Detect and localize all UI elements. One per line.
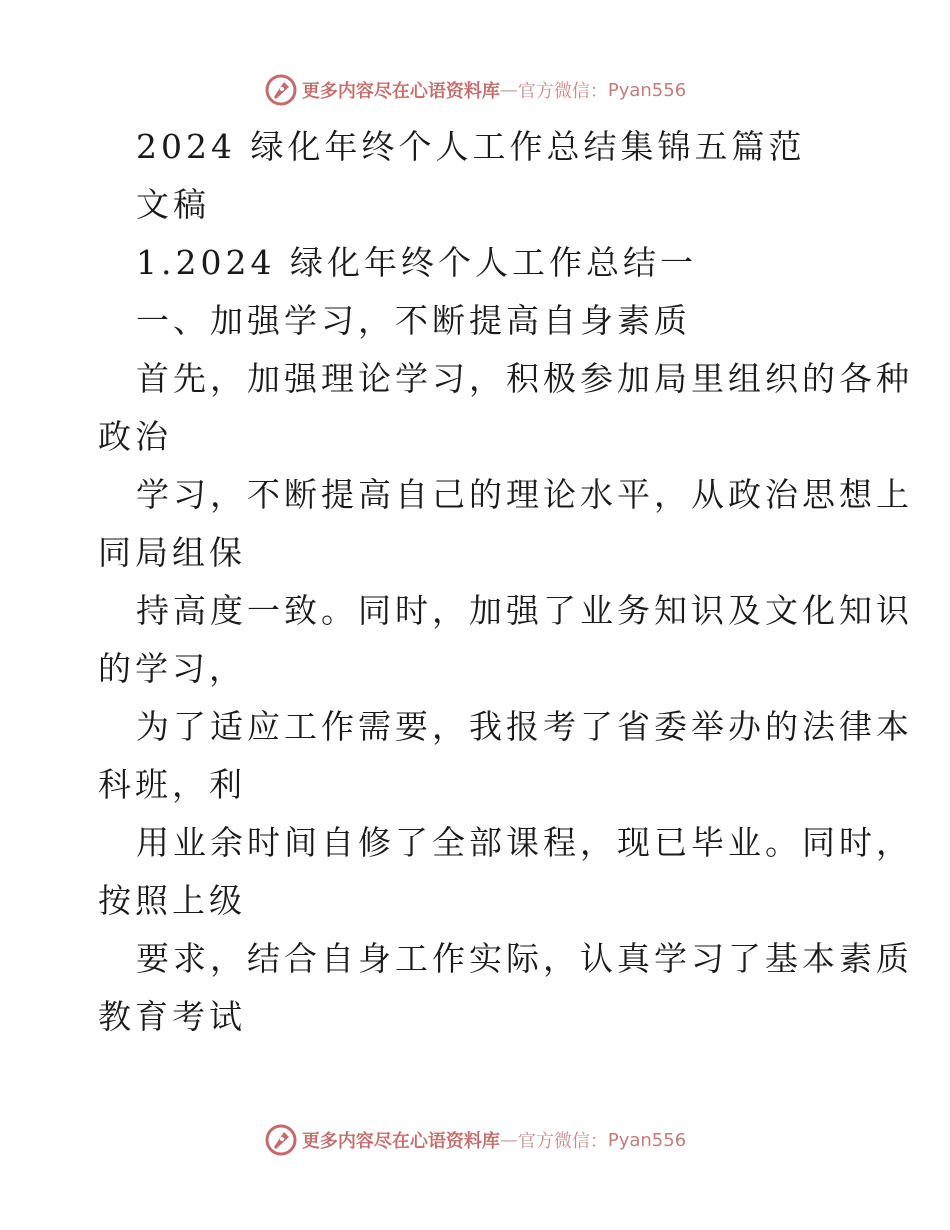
pen-nib-icon: [264, 73, 298, 107]
paragraph-line: 的学习，: [98, 649, 246, 688]
paragraph-line: 用业余时间自修了全部课程，现已毕业。同时，: [136, 823, 913, 862]
footer-watermark: [0, 1120, 950, 1160]
pen-nib-icon: [264, 1123, 298, 1157]
watermark-site: 更多内容尽在心语资料库: [301, 1131, 500, 1152]
paragraph-line: 科班，利: [98, 765, 246, 804]
subsection-heading: 一、加强学习，不断提高自身素质: [136, 301, 691, 340]
watermark-wechat-id: Pyan556: [607, 79, 687, 101]
watermark-separator: —: [499, 1129, 518, 1151]
watermark-wechat-label: 官方微信：: [517, 1131, 608, 1152]
paragraph-line: 同局组保: [98, 533, 246, 572]
paragraph-line: 首先，加强理论学习，积极参加局里组织的各种: [136, 359, 913, 398]
paragraph-line: 教育考试: [98, 997, 246, 1036]
header-watermark: [0, 70, 950, 110]
watermark-wechat-id: Pyan556: [607, 1129, 687, 1151]
paragraph-line: 学习，不断提高自己的理论水平，从政治思想上: [136, 475, 913, 514]
paragraph-line: 持高度一致。同时，加强了业务知识及文化知识: [136, 591, 913, 630]
document-title-line-1: 2024 绿化年终个人工作总结集锦五篇范: [136, 127, 806, 166]
paragraph-line: 为了适应工作需要，我报考了省委举办的法律本: [136, 707, 913, 746]
document-body: [98, 118, 913, 1046]
document-title-line-2: 文稿: [136, 185, 210, 224]
paragraph-line: 要求，结合自身工作实际，认真学习了基本素质: [136, 939, 913, 978]
paragraph-line: 政治: [98, 417, 172, 456]
watermark-separator: —: [499, 79, 518, 101]
paragraph-line: 按照上级: [98, 881, 246, 920]
section-heading: 1.2024 绿化年终个人工作总结一: [136, 243, 697, 282]
watermark-site: 更多内容尽在心语资料库: [301, 81, 500, 102]
watermark-wechat-label: 官方微信：: [517, 81, 608, 102]
